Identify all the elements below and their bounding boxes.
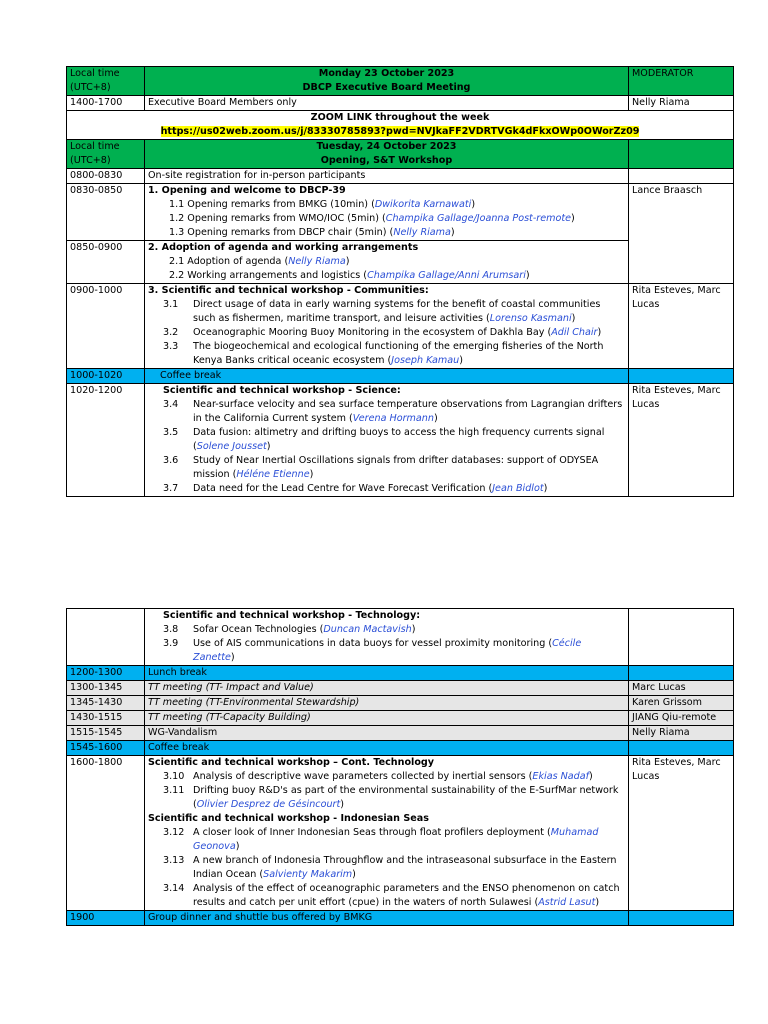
sub-item-text: 1.1 Opening remarks from BMKG (10min) ( — [169, 199, 375, 210]
paren-close: ) — [345, 256, 350, 267]
moderator-cell — [629, 741, 734, 756]
time-cell: 1400-1700 — [67, 96, 145, 111]
moderator-header: MODERATOR — [629, 67, 734, 96]
sub-item-text: The biogeochemical and ecological functioning of the emerging fisheries of the North Kenya Banks critical oceanic ecosystem ( — [193, 341, 604, 366]
sub-item-text: Direct usage of data in early warning systems for the benefit of coastal communities such as fishermen, maritime transport, and leisure activities ( — [193, 299, 601, 324]
table-row — [67, 284, 734, 369]
sub-item — [148, 340, 625, 368]
activity-cell: TT meeting (TT-Environmental Stewardship) — [145, 696, 629, 711]
activity-cell — [145, 284, 629, 369]
paren-close: ) — [471, 199, 476, 210]
presenter-name: Lorenso Kasmani — [489, 313, 572, 324]
item-number: 3.5 — [163, 427, 179, 438]
moderator-cell: Karen Grissom — [629, 696, 734, 711]
presenter-name: Adil Chair — [551, 327, 598, 338]
day-title: Tuesday, 24 October 2023 — [316, 141, 457, 152]
sub-item — [148, 482, 625, 496]
moderator-cell: JIANG Qiu-remote — [629, 711, 734, 726]
moderator-cell — [629, 169, 734, 184]
moderator-cell — [629, 911, 734, 926]
item-number: 3.12 — [163, 827, 185, 838]
moderator-cell: Nelly Riama — [629, 96, 734, 111]
item-number: 3.3 — [163, 341, 179, 352]
agenda-table-page1 — [66, 66, 734, 497]
sub-item-text: Analysis of descriptive wave parameters collected by inertial sensors ( — [193, 771, 533, 782]
header-row-monday — [67, 67, 734, 96]
paren-close: ) — [340, 799, 344, 810]
sub-item — [169, 212, 625, 226]
activity-cell: Lunch break — [145, 666, 629, 681]
time-cell — [67, 609, 145, 666]
table-row — [67, 169, 734, 184]
presenter-name: Dwikorita Karnawati — [374, 199, 472, 210]
sub-item — [148, 784, 625, 812]
tuesday-header — [145, 140, 629, 169]
local-time-header: Local time (UTC+8) — [67, 140, 145, 169]
session-title: Opening, S&T Workshop — [320, 155, 453, 166]
moderator-cell: Rita Esteves, Marc Lucas — [629, 284, 734, 369]
paren-close: ) — [411, 624, 416, 635]
activity-cell: Coffee break — [145, 369, 629, 384]
activity-cell — [145, 241, 629, 284]
zoom-cell — [67, 111, 734, 140]
sub-item-text: A closer look of Inner Indonesian Seas through float profilers deployment ( — [193, 827, 551, 838]
sub-item — [169, 269, 625, 283]
paren-close: ) — [266, 441, 271, 452]
presenter-name: Salvienty Makarim — [263, 869, 353, 880]
presenter-name: Champika Gallage/Joanna Post-remote — [385, 213, 572, 224]
sub-item-text: 1.2 Opening remarks from WMO/IOC (5min) ( — [169, 213, 386, 224]
presenter-name: Solene Jousset — [196, 441, 267, 452]
agenda-item-title: Scientific and technical workshop – Cont. Technology — [148, 757, 435, 768]
item-number: 3.11 — [163, 785, 185, 796]
presenter-name: Joseph Kamau — [391, 355, 460, 366]
break-row — [67, 666, 734, 681]
time-cell: 1020-1200 — [67, 384, 145, 497]
sub-item — [148, 298, 625, 326]
item-number: 3.7 — [163, 483, 179, 494]
paren-close: ) — [352, 869, 356, 880]
sub-item-text: Near-surface velocity and sea surface temperature observations from Lagrangian drifters in the California Current system ( — [193, 399, 623, 424]
presenter-name: Jean Bidlot — [492, 483, 544, 494]
activity-cell: TT meeting (TT-Capacity Building) — [145, 711, 629, 726]
moderator-cell: Lance Braasch — [629, 184, 734, 284]
time-cell: 1345-1430 — [67, 696, 145, 711]
item-number: 3.6 — [163, 455, 179, 466]
moderator-cell: Rita Esteves, Marc Lucas — [629, 384, 734, 497]
time-cell: 1000-1020 — [67, 369, 145, 384]
sub-item-text: 2.2 Working arrangements and logistics ( — [169, 270, 368, 281]
sub-item-text: 2.1 Adoption of agenda ( — [169, 256, 289, 267]
activity-cell: Coffee break — [145, 741, 629, 756]
activity-cell: WG-Vandalism — [145, 726, 629, 741]
activity-cell — [145, 609, 629, 666]
time-cell: 0850-0900 — [67, 241, 145, 284]
day-title: Monday 23 October 2023 — [318, 68, 455, 79]
sub-item — [148, 882, 625, 910]
item-number: 3.14 — [163, 883, 185, 894]
agenda-item-title: 2. Adoption of agenda and working arrangements — [148, 242, 419, 253]
sub-item — [148, 623, 625, 637]
time-cell: 1545-1600 — [67, 741, 145, 756]
presenter-name: Muhamad Geonova — [193, 827, 599, 852]
item-number: 3.8 — [163, 624, 179, 635]
sub-item — [148, 826, 625, 854]
sub-item — [148, 637, 625, 665]
activity-cell — [145, 184, 629, 241]
paren-close: ) — [595, 897, 600, 908]
paren-close: ) — [433, 413, 438, 424]
table-row — [67, 184, 734, 241]
sub-item — [148, 454, 625, 482]
sub-item-text: Analysis of the effect of oceanographic parameters and the ENSO phenomenon on catch results and catch per unit effort (cpue) in the waters of north Sulawesi ( — [193, 883, 620, 908]
moderator-cell: Marc Lucas — [629, 681, 734, 696]
sub-item — [148, 770, 625, 784]
table-row — [67, 609, 734, 666]
time-cell: 0800-0830 — [67, 169, 145, 184]
sub-item-text: 1.3 Opening remarks from DBCP chair (5min) ( — [169, 227, 394, 238]
paren-close: ) — [235, 841, 240, 852]
item-number: 3.1 — [163, 299, 179, 310]
time-cell: 0900-1000 — [67, 284, 145, 369]
item-number: 3.4 — [163, 399, 179, 410]
time-cell: 1430-1515 — [67, 711, 145, 726]
item-number: 3.2 — [163, 327, 179, 338]
monday-header — [145, 67, 629, 96]
sub-item-text: Data fusion: altimetry and drifting buoys to access the high frequency currents signal ( — [193, 427, 605, 452]
sub-item — [148, 398, 625, 426]
item-number: 3.13 — [163, 855, 185, 866]
time-cell: 1200-1300 — [67, 666, 145, 681]
local-time-header: Local time (UTC+8) — [67, 67, 145, 96]
time-cell: 1900 — [67, 911, 145, 926]
moderator-cell — [629, 369, 734, 384]
agenda-item-title: Scientific and technical workshop - Indonesian Seas — [148, 813, 429, 824]
presenter-name: Verena Hormann — [352, 413, 434, 424]
zoom-title: ZOOM LINK throughout the week — [310, 112, 490, 123]
presenter-name: Nelly Riama — [393, 227, 451, 238]
agenda-item-title: 1. Opening and welcome to DBCP-39 — [148, 185, 346, 196]
paren-close: ) — [571, 213, 575, 224]
paren-close: ) — [589, 771, 593, 782]
moderator-cell: Nelly Riama — [629, 726, 734, 741]
activity-cell: TT meeting (TT- Impact and Value) — [145, 681, 629, 696]
time-cell: 1515-1545 — [67, 726, 145, 741]
item-number: 3.9 — [163, 638, 179, 649]
sub-item-text: A new branch of Indonesia Throughflow and the intraseasonal subsurface in the Eastern Indian Ocean ( — [193, 855, 617, 880]
moderator-header-empty — [629, 140, 734, 169]
zoom-link[interactable]: https://us02web.zoom.us/j/83330785893?pwd=NVJkaFF2VDRTVGk4dFkxOWp0OWorZz09 — [160, 126, 640, 137]
sub-item-text: Study of Near Inertial Oscillations signals from drifter databases: support of ODYSEA mission ( — [193, 455, 599, 480]
agenda-item-title: Scientific and technical workshop - Science: — [163, 385, 401, 396]
presenter-name: Ekias Nadaf — [532, 771, 590, 782]
paren-close: ) — [459, 355, 463, 366]
presenter-name: Duncan Mactavish — [323, 624, 412, 635]
activity-cell: Executive Board Members only — [145, 96, 629, 111]
header-row-tuesday — [67, 140, 734, 169]
presenter-name: Héléne Etienne — [236, 469, 310, 480]
sub-item-text: Drifting buoy R&D's as part of the environmental sustainability of the E-SurfMar network ( — [193, 785, 619, 810]
paren-close: ) — [543, 483, 548, 494]
moderator-cell — [629, 609, 734, 666]
table-row — [67, 681, 734, 696]
paren-close: ) — [450, 227, 455, 238]
item-number: 3.10 — [163, 771, 185, 782]
presenter-name: Astrid Lasut — [538, 897, 596, 908]
break-row — [67, 741, 734, 756]
presenter-name: Nelly Riama — [288, 256, 346, 267]
table-row — [67, 96, 734, 111]
sub-item-text: Use of AIS communications in data buoys for vessel proximity monitoring ( — [193, 638, 553, 649]
table-row — [67, 756, 734, 911]
time-cell: 1600-1800 — [67, 756, 145, 911]
agenda-item-title: Scientific and technical workshop - Technology: — [163, 610, 421, 621]
paren-close: ) — [230, 652, 235, 663]
table-row — [67, 384, 734, 497]
time-cell: 0830-0850 — [67, 184, 145, 241]
agenda-item-title: 3. Scientific and technical workshop - Communities: — [148, 285, 429, 296]
activity-cell — [145, 756, 629, 911]
sub-item — [148, 426, 625, 454]
sub-item — [169, 198, 625, 212]
moderator-cell: Rita Esteves, Marc Lucas — [629, 756, 734, 911]
table-row — [67, 696, 734, 711]
paren-close: ) — [571, 313, 576, 324]
presenter-name: Cécile Zanette — [193, 638, 582, 663]
table-row — [67, 726, 734, 741]
time-cell: 1300-1345 — [67, 681, 145, 696]
activity-cell: On-site registration for in-person participants — [145, 169, 629, 184]
paren-close: ) — [597, 327, 602, 338]
activity-cell — [145, 384, 629, 497]
activity-cell: Group dinner and shuttle bus offered by BMKG — [145, 911, 629, 926]
paren-close: ) — [525, 270, 530, 281]
moderator-cell — [629, 666, 734, 681]
table-row — [67, 711, 734, 726]
agenda-table-page2 — [66, 608, 734, 926]
paren-close: ) — [309, 469, 314, 480]
break-row — [67, 369, 734, 384]
zoom-row — [67, 111, 734, 140]
break-row — [67, 911, 734, 926]
sub-item-text: Data need for the Lead Centre for Wave Forecast Verification ( — [193, 483, 493, 494]
sub-item — [148, 854, 625, 882]
session-title: DBCP Executive Board Meeting — [302, 82, 471, 93]
sub-item-text: Sofar Ocean Technologies ( — [193, 624, 324, 635]
sub-item — [148, 326, 625, 340]
sub-item — [169, 226, 625, 240]
presenter-name: Olivier Desprez de Gésincourt — [196, 799, 341, 810]
sub-item-text: Oceanographic Mooring Buoy Monitoring in the ecosystem of Dakhla Bay ( — [193, 327, 552, 338]
presenter-name: Champika Gallage/Anni Arumsari — [367, 270, 526, 281]
sub-item — [169, 255, 625, 269]
